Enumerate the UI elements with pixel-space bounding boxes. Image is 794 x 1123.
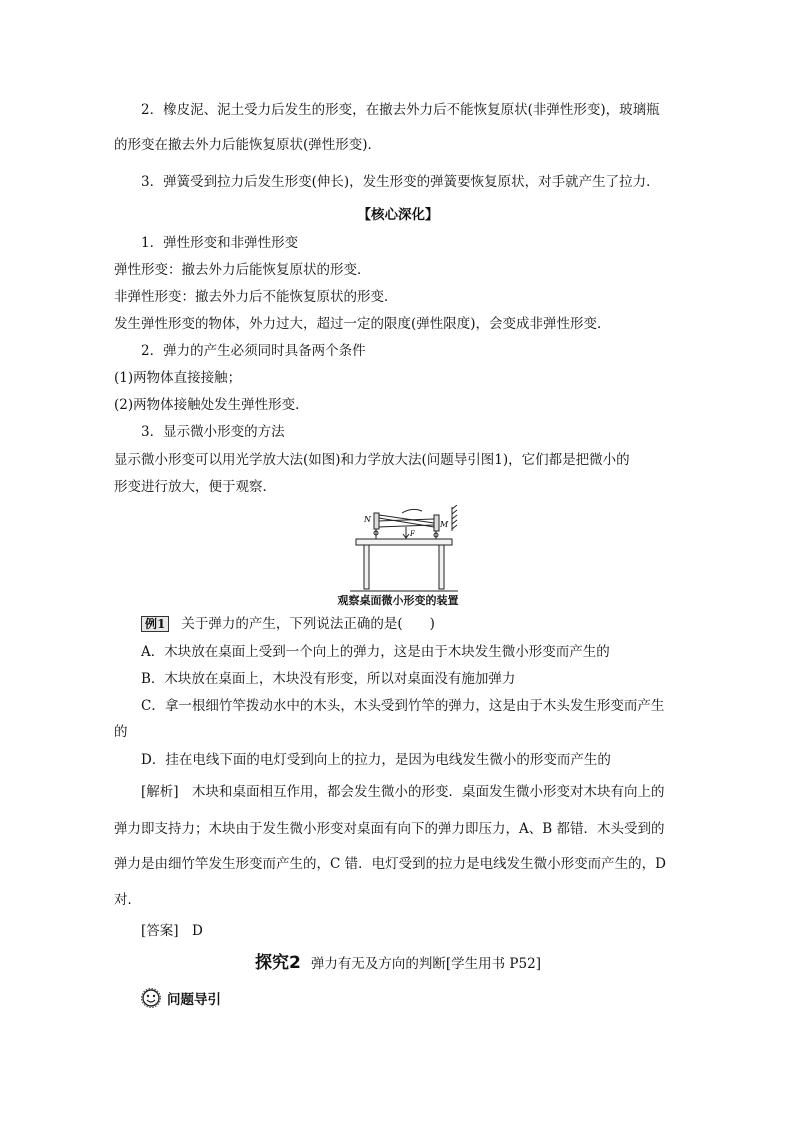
core-item3-title: 3．显示微小形变的方法 (141, 424, 285, 440)
example-question (141, 614, 709, 634)
core-item1-title: 1．弹性形变和非弹性形变 (141, 235, 299, 251)
example-tag: 例1 (141, 616, 169, 632)
deformation-apparatus-figure (340, 505, 464, 593)
option-d: D．挂在电线下面的电灯受到向上的拉力，是因为电线发生微小的形变而产生的 (141, 752, 611, 768)
section-subtitle: 弹力有无及方向的判断[学生用书 P52] (310, 956, 541, 972)
smiley-icon (141, 988, 161, 1012)
question-guide (141, 988, 221, 1012)
core-item1-inelastic: 非弹性形变：撤去外力后不能恢复原状的形变． (114, 289, 398, 305)
core-heading: 【核心深化】 (357, 207, 439, 223)
label-n: N (364, 515, 371, 524)
analysis-line1: [解析] 木块和桌面相互作用，都会发生微小的形变．桌面发生微小形变对木块有向上的 (141, 784, 665, 800)
example-question-text: 关于弹力的产生，下列说法正确的是( ) (181, 616, 435, 632)
analysis-line4: 对． (114, 892, 141, 908)
core-item1-elastic: 弹性形变：撤去外力后能恢复原状的形变． (114, 262, 371, 278)
analysis-line2: 弹力即支持力；木块由于发生微小形变对桌面有向下的弹力即压力，A、B 都错．木头受到的 (114, 821, 665, 837)
section-heading (114, 948, 682, 973)
core-item2-title: 2．弹力的产生必须同时具备两个条件 (141, 343, 366, 359)
figure-caption: 观察桌面微小形变的装置 (337, 594, 459, 607)
option-c-line2: 的 (114, 724, 128, 740)
paragraph-2-line1: 2．橡皮泥、泥土受力后发生的形变，在撤去外力后不能恢复原状(非弹性形变)，玻璃瓶 (141, 102, 660, 118)
paragraph-2-line2: 的形变在撤去外力后能恢复原状(弹性形变)． (114, 137, 382, 153)
label-m: M (440, 520, 449, 529)
answer: [答案] D (141, 923, 203, 939)
question-guide-label: 问题导引 (167, 992, 221, 1008)
core-item2-cond1: (1)两物体直接接触； (114, 370, 242, 386)
table-top (356, 539, 452, 545)
core-item1-note: 发生弹性形变的物体，外力过大，超过一定的限度(弹性限度)，会变成非弹性形变． (114, 316, 611, 332)
option-b: B．木块放在桌面上，木块没有形变，所以对桌面没有施加弹力 (141, 671, 516, 687)
paragraph-3: 3．弹簧受到拉力后发生形变(伸长)，发生形变的弹簧要恢复原状，对手就产生了拉力． (141, 174, 660, 190)
core-item3-line1: 显示微小形变可以用光学放大法(如图)和力学放大法(问题导引图1)，它们都是把微小的 (114, 452, 630, 468)
analysis-line3: 弹力是由细竹竿发生形变而产生的，C 错．电灯受到的拉力是电线发生微小形变而产生的，D (114, 856, 666, 872)
apparatus-drawing (340, 505, 464, 593)
option-c-line1: C．拿一根细竹竿拨动水中的木头，木头受到竹竿的弹力，这是由于木头发生形变而产生 (141, 698, 665, 714)
option-a: A．木块放在桌面上受到一个向上的弹力，这是由于木块发生微小形变而产生的 (141, 644, 610, 660)
mirror-n (374, 513, 379, 529)
core-item3-line2: 形变进行放大，便于观察． (114, 479, 276, 495)
mirror-m (434, 515, 439, 531)
section-title: 探究2 (255, 953, 301, 973)
label-f: F (410, 530, 415, 538)
core-item2-cond2: (2)两物体接触处发生弹性形变． (114, 397, 309, 413)
